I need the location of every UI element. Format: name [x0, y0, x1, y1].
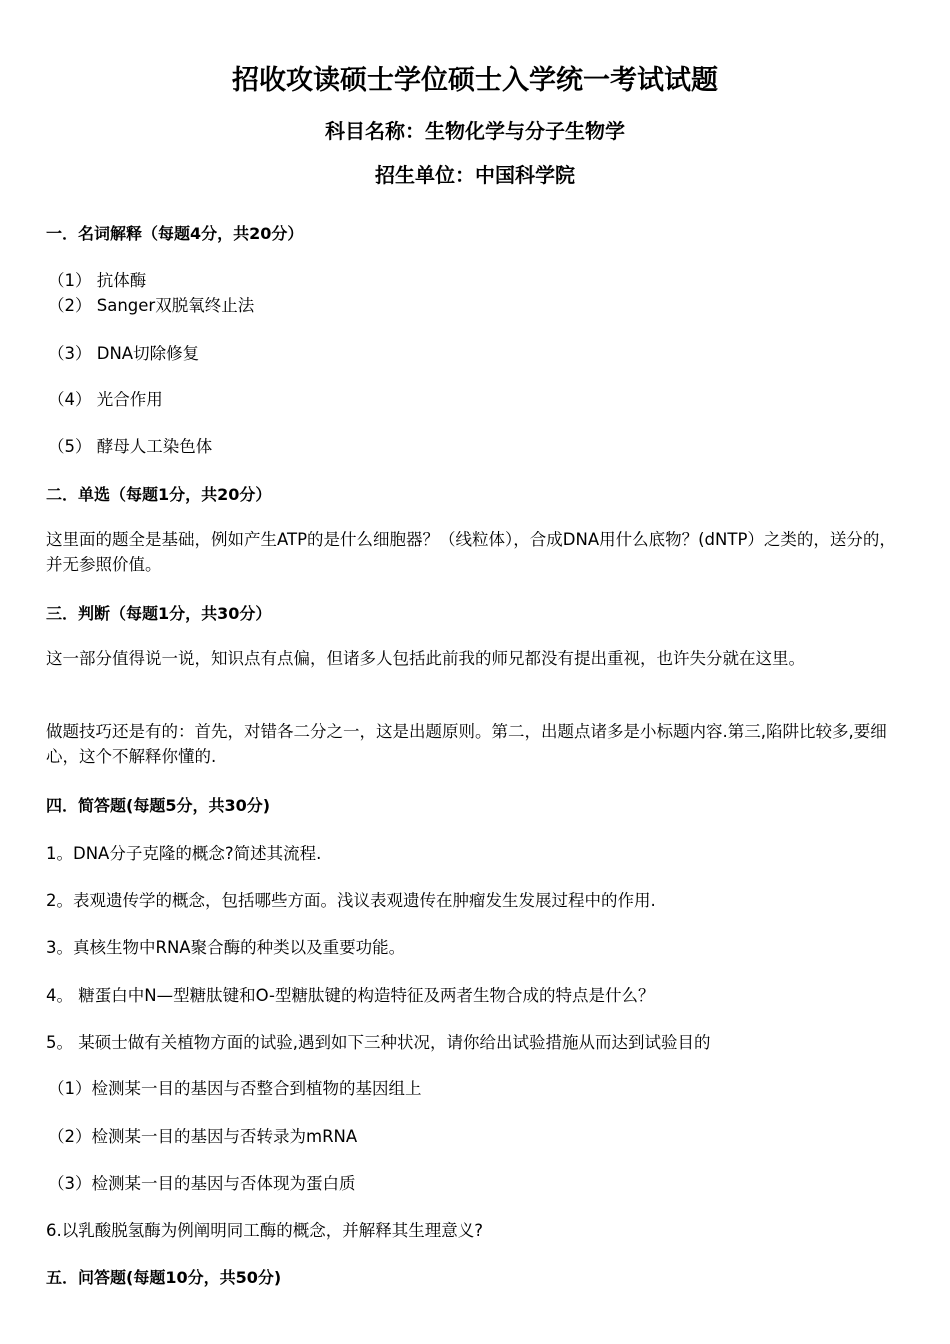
- short-answer-subquestion: （1）检测某一目的基因与否整合到植物的基因组上: [48, 1079, 422, 1098]
- short-answer-question: 1。DNA分子克隆的概念?简述其流程.: [46, 844, 322, 863]
- short-answer-question: 3。真核生物中RNA聚合酶的种类以及重要功能。: [46, 938, 406, 957]
- section-heading-judgment: 三．判断（每题1分，共30分）: [46, 604, 272, 623]
- judgment-note-1: 这一部分值得说一说，知识点有点偏，但诸多人包括此前我的师兄都没有提出重视，也许失分就在这里。: [46, 649, 805, 668]
- exam-title: 招收攻读硕士学位硕士入学统一考试试题: [232, 65, 718, 96]
- short-answer-question: 6.以乳酸脱氢酶为例阐明同工酶的概念，并解释其生理意义?: [46, 1221, 484, 1240]
- term-item: （2） Sanger双脱氧终止法: [48, 296, 255, 315]
- term-item: （1） 抗体酶: [48, 271, 147, 290]
- single-choice-note: 这里面的题全是基础，例如产生ATP的是什么细胞器？（线粒体），合成DNA用什么底物？(dNTP）之类的，送分的，并无参照价值。: [46, 530, 896, 574]
- short-answer-question: 4。 糖蛋白中N—型糖肽键和O-型糖肽键的构造特征及两者生物合成的特点是什么？: [46, 986, 655, 1005]
- short-answer-subquestion: （3）检测某一目的基因与否体现为蛋白质: [48, 1174, 356, 1193]
- short-answer-subquestion: （2）检测某一目的基因与否转录为mRNA: [48, 1127, 358, 1146]
- section-heading-terms: 一．名词解释（每题4分，共20分）: [46, 224, 304, 243]
- short-answer-question: 5。 某硕士做有关植物方面的试验,遇到如下三种状况，请你给出试验措施从而达到试验目的: [46, 1033, 711, 1052]
- subject-name: 科目名称：生物化学与分子生物学: [325, 119, 625, 143]
- term-item: （3） DNA切除修复: [48, 344, 200, 363]
- section-heading-short-answer: 四．简答题(每题5分，共30分): [46, 796, 271, 815]
- section-heading-essay: 五．问答题(每题10分，共50分): [46, 1268, 282, 1287]
- section-heading-single-choice: 二．单选（每题1分，共20分）: [46, 485, 272, 504]
- term-item: （4） 光合作用: [48, 390, 163, 409]
- judgment-note-2: 做题技巧还是有的：首先，对错各二分之一，这是出题原则。第二，出题点诸多是小标题内容.第三,陷阱比较多,要细心，这个不解释你懂的.: [46, 722, 887, 766]
- short-answer-question: 2。表观遗传学的概念，包括哪些方面。浅议表观遗传在肿瘤发生发展过程中的作用.: [46, 891, 656, 910]
- term-item: （5） 酵母人工染色体: [48, 437, 213, 456]
- enrollment-unit: 招生单位：中国科学院: [375, 163, 575, 187]
